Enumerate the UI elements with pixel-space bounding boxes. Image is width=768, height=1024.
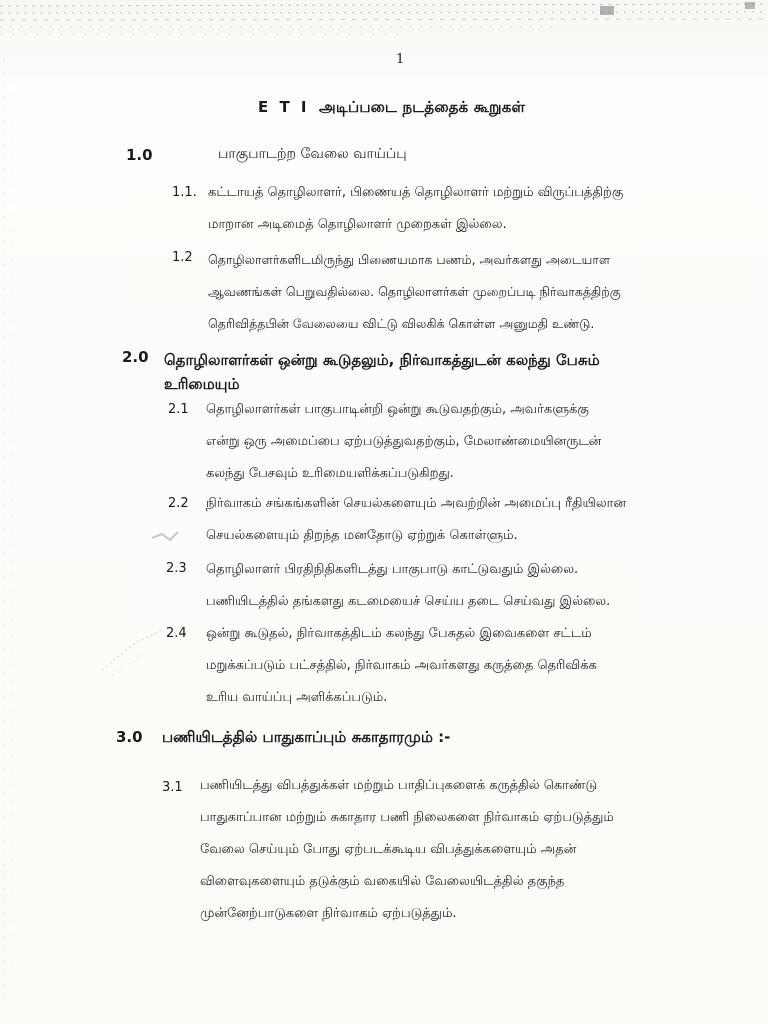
item-1-2-text (208, 244, 621, 340)
section-1-number: 1.0 (126, 146, 153, 164)
item-3-1-line-4: விளைவுகளையும் தடுக்கும் வகையில் வேலையிடத்தில் தகுந்த (200, 874, 565, 889)
item-3-1-text (200, 770, 614, 930)
item-3-1-line-3: வேலை செய்யும் போது ஏற்படக்கூடிய விபத்துக்களையும் அதன் (200, 842, 577, 857)
item-2-3-text (206, 554, 610, 618)
item-1-1-number: 1.1. (172, 185, 197, 200)
section-1-heading: பாகுபாடற்ற வேலை வாய்ப்பு (218, 146, 407, 162)
scan-noise-left (0, 0, 60, 1024)
section-2-heading-line-1: தொழிலாளர்கள் ஒன்று கூடுதலும், நிர்வாகத்துடன் கலந்து பேசும் (164, 351, 600, 369)
item-2-4-line-1: ஒன்று கூடுதல், நிர்வாகத்திடம் கலந்து பேசுதல் இவைகளை சட்டம் (206, 626, 592, 641)
item-2-1-line-1: தொழிலாளர்கள் பாகுபாடின்றி ஒன்று கூடுவதற்கும், அவர்களுக்கு (206, 402, 589, 417)
item-3-1-line-2: பாதுகாப்பான மற்றும் சுகாதார பணி நிலைகளை நிர்வாகம் ஏற்படுத்தும் (200, 810, 614, 825)
item-1-1-line-1: கட்டாயத் தொழிலாளர், பிணையத் தொழிலாளர் மற்றும் விருப்பத்திற்கு (208, 185, 624, 200)
item-1-2-line-3: தெரிவித்தபின் வேலையை விட்டு விலகிக் கொள்ள அனுமதி உண்டு. (208, 316, 595, 331)
item-2-4-number: 2.4 (166, 626, 187, 641)
item-1-1-text (208, 177, 623, 241)
item-2-3-number: 2.3 (166, 561, 187, 576)
item-1-2-line-1: தொழிலாளர்களிடமிருந்து பிணையமாக பணம், அவர்களது அடையாள (208, 252, 611, 267)
item-2-4-line-3: உரிய வாய்ப்பு அளிக்கப்படும். (206, 690, 388, 705)
item-2-2-number: 2.2 (168, 496, 189, 511)
item-3-1-number: 3.1 (162, 780, 183, 795)
item-2-4-text (206, 618, 597, 714)
item-1-2-line-2: ஆவணங்கள் பெறுவதில்லை. தொழிலாளர்கள் முறைப்படி நிர்வாகத்திற்கு (208, 284, 621, 299)
scan-smudge (92, 620, 172, 680)
item-2-2-line-1: நிர்வாகம் சங்கங்களின் செயல்களையும் அவற்றின் அமைப்பு ரீதியிலான (206, 496, 627, 511)
title-text: அடிப்படை நடத்தைக் கூறுகள் (318, 98, 526, 116)
item-2-2-text (206, 488, 626, 552)
section-2-heading (164, 348, 600, 396)
item-3-1-line-1: பணியிடத்து விபத்துக்கள் மற்றும் பாதிப்புகளைக் கருத்தில் கொண்டு (200, 778, 598, 793)
item-3-1-line-5: முன்னேற்பாடுகளை நிர்வாகம் ஏற்படுத்தும். (200, 906, 457, 921)
item-1-1-line-2: மாறான அடிமைத் தொழிலாளர் முறைகள் இல்லை. (208, 217, 507, 232)
section-3-number: 3.0 (116, 728, 143, 746)
document-title (258, 98, 525, 118)
page-number: 1 (396, 52, 405, 67)
scan-noise-top (0, 0, 768, 48)
item-2-2-line-2: செயல்களையும் திறந்த மனதோடு ஏற்றுக் கொள்ளும். (206, 528, 518, 543)
item-1-2-number: 1.2 (172, 250, 193, 265)
item-2-1-line-2: என்று ஒரு அமைப்பை ஏற்படுத்துவதற்கும், மேலாண்மையினருடன் (206, 434, 602, 449)
item-2-1-text (206, 394, 601, 490)
item-2-3-line-1: தொழிலாளர் பிரதிநிதிகளிடத்து பாகுபாடு காட்டுவதும் இல்லை. (206, 562, 579, 577)
section-3-heading: பணியிடத்தில் பாதுகாப்பும் சுகாதாரமும் :- (162, 728, 451, 746)
section-2-number: 2.0 (122, 348, 149, 366)
item-2-1-line-3: கலந்து பேசவும் உரிமையளிக்கப்படுகிறது. (206, 466, 454, 481)
scan-smudge-small (148, 522, 188, 552)
item-2-3-line-2: பணியிடத்தில் தங்களது கடமையைச் செய்ய தடை செய்வது இல்லை. (206, 594, 611, 609)
title-prefix: E T I (258, 98, 310, 116)
item-2-4-line-2: மறுக்கப்படும் பட்சத்தில், நிர்வாகம் அவர்களது கருத்தை தெரிவிக்க (206, 658, 597, 673)
section-2-heading-line-2: உரிமையும் (164, 375, 240, 393)
item-2-1-number: 2.1 (168, 402, 189, 417)
